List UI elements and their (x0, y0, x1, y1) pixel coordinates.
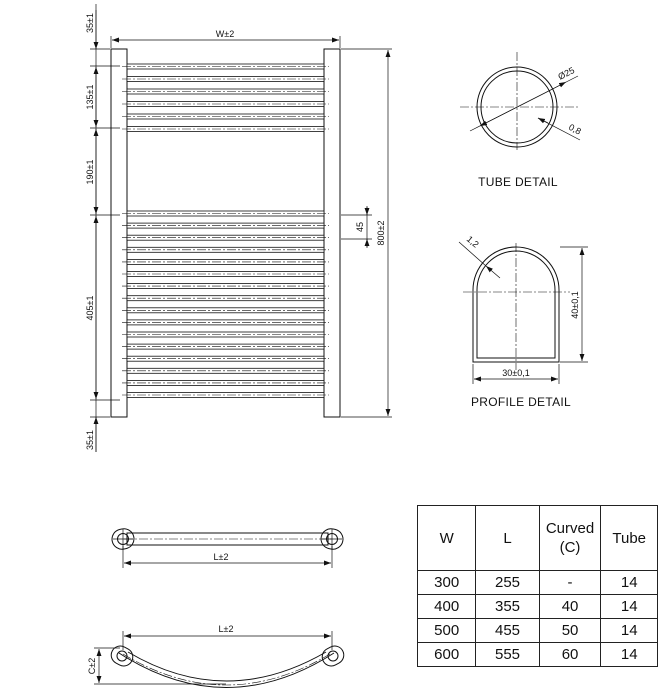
tube-wall-label: 0,8 (567, 121, 583, 137)
right-rail (324, 49, 340, 417)
tube-detail (460, 52, 583, 189)
spec-table-header (418, 506, 658, 571)
profile-height-label: 40±0,1 (570, 291, 580, 319)
curved-bar-outer (119, 653, 334, 688)
cell-l: 355 (476, 595, 539, 619)
cell-c: 60 (539, 643, 601, 667)
profile-radius-label: 1,2 (464, 233, 481, 250)
table-row (418, 571, 658, 595)
straight-length-label: L±2 (213, 552, 229, 562)
cell-l: 255 (476, 571, 539, 595)
top-margin-label: 35±1 (85, 13, 95, 33)
upper-group-label: 135±1 (85, 84, 95, 110)
bottom-margin-label: 35±1 (85, 430, 95, 450)
header-curved: Curved (C) (539, 506, 601, 571)
cell-c: - (539, 571, 601, 595)
table-row (418, 619, 658, 643)
height-dimension-label: 800±2 (376, 220, 386, 246)
cell-c: 50 (539, 619, 601, 643)
curved-bar-inner (128, 652, 326, 681)
cross-bars (122, 64, 329, 398)
profile-detail (459, 234, 588, 409)
curved-right-end-cap (319, 643, 347, 669)
tube-detail-caption: TUBE DETAIL (478, 175, 558, 189)
cell-tube: 14 (601, 643, 658, 667)
cell-w: 300 (418, 571, 476, 595)
profile-width-label: 30±0,1 (502, 368, 530, 378)
cell-w: 400 (418, 595, 476, 619)
cell-c: 40 (539, 595, 601, 619)
spec-table (417, 505, 658, 667)
table-row (418, 643, 658, 667)
curved-left-end-cap (108, 643, 136, 669)
cell-w: 600 (418, 643, 476, 667)
tube-diameter-label: Ø25 (556, 65, 577, 82)
header-l: L (476, 506, 539, 571)
cell-tube: 14 (601, 595, 658, 619)
front-view (85, 4, 392, 452)
lower-group-label: 405±1 (85, 295, 95, 321)
straight-plan-view (110, 527, 345, 568)
cell-tube: 14 (601, 619, 658, 643)
header-tube: Tube (601, 506, 658, 571)
table-row (418, 595, 658, 619)
cell-w: 500 (418, 619, 476, 643)
cell-l: 455 (476, 619, 539, 643)
width-dimension-label: W±2 (215, 29, 235, 39)
curved-length-label: L±2 (218, 624, 234, 634)
profile-detail-caption: PROFILE DETAIL (470, 395, 572, 409)
header-w: W (418, 506, 476, 571)
gap-label: 190±1 (85, 159, 95, 185)
cell-tube: 14 (601, 571, 658, 595)
curve-depth-label: C±2 (87, 657, 97, 675)
curved-plan-view (87, 624, 347, 688)
bar-pitch-label: 45 (355, 221, 365, 233)
cell-l: 555 (476, 643, 539, 667)
